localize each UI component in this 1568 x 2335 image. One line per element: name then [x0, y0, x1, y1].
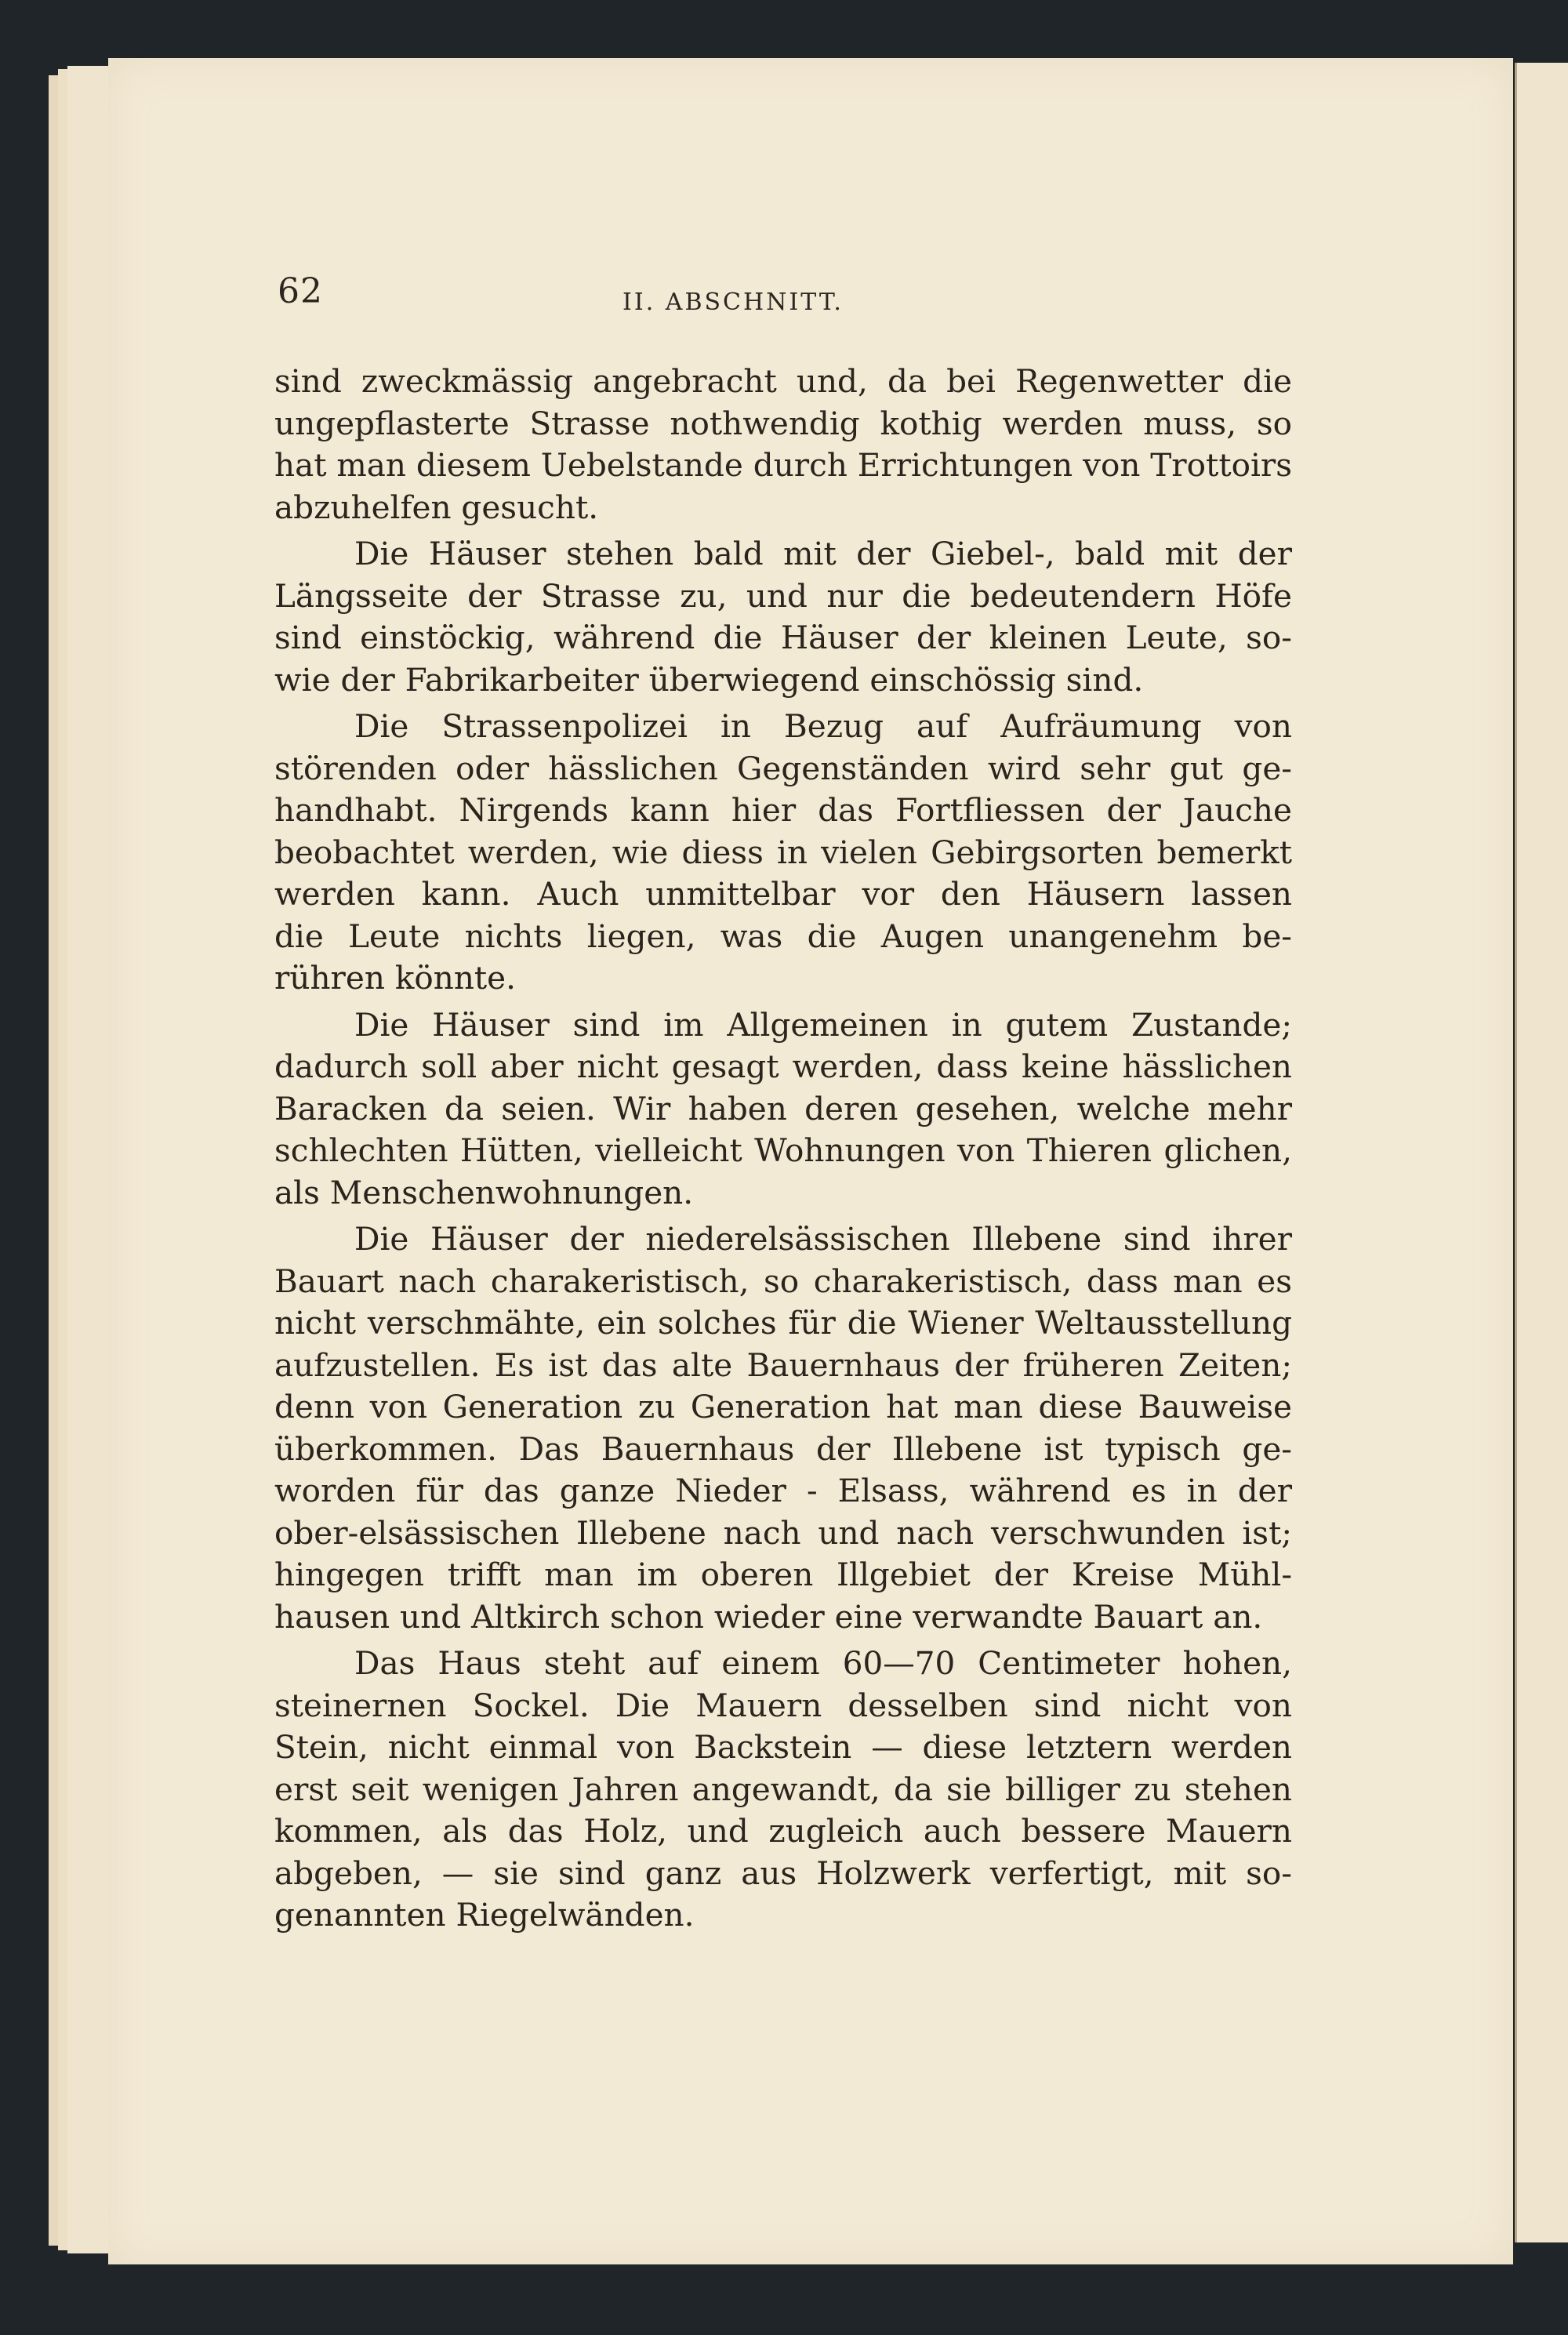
text-line: Die Strassenpolizei in Bezug auf Aufräumung von — [354, 707, 1292, 745]
body-text — [274, 361, 1292, 1941]
text-line: Längsseite der Strasse zu, und nur die bedeutendern Höfe — [274, 576, 1292, 615]
next-page-edge — [1515, 63, 1568, 2242]
text-line: erst seit wenigen Jahren angewandt, da sie billiger zu stehen — [274, 1770, 1292, 1808]
running-head: II. ABSCHNITT. — [622, 289, 844, 316]
text-line: störenden oder hässlichen Gegenständen wird sehr gut ge- — [274, 749, 1292, 787]
text-line: sind einstöckig, während die Häuser der kleinen Leute, so- — [274, 619, 1292, 656]
text-line: genannten Riegelwänden. — [274, 1896, 695, 1934]
text-line: Die Häuser stehen bald mit der Giebel-, bald mit der — [354, 535, 1292, 572]
text-line: denn von Generation zu Generation hat man diese Bauweise — [274, 1388, 1292, 1425]
text-line: ungepflasterte Strasse nothwendig kothig werden muss, so — [274, 404, 1292, 442]
text-line: als Menschenwohnungen. — [274, 1173, 694, 1211]
text-line: Die Häuser sind im Allgemeinen in gutem Zustande; — [354, 1005, 1292, 1044]
text-line: rühren könnte. — [274, 959, 517, 997]
text-line: handhabt. Nirgends kann hier das Fortfliessen der Jauche — [274, 791, 1292, 829]
text-line: hat man diesem Uebelstande durch Errichtungen von Trottoirs — [274, 446, 1293, 484]
text-line: Baracken da seien. Wir haben deren gesehen, welche mehr — [274, 1089, 1292, 1128]
text-line: abgeben, — sie sind ganz aus Holzwerk verfertigt, mit so- — [274, 1854, 1292, 1892]
text-line: nicht verschmähte, ein solches für die Wiener Weltausstellung — [274, 1304, 1292, 1342]
page-header — [278, 227, 983, 321]
text-line: sind zweckmässig angebracht und, da bei Regenwetter die — [274, 362, 1292, 400]
text-line: Stein, nicht einmal von Backstein — diese letztern werden — [274, 1728, 1292, 1766]
text-line: ober-elsässischen Illebene nach und nach verschwunden ist; — [274, 1513, 1292, 1552]
text-line: werden kann. Auch unmittelbar vor den Häusern lassen — [274, 875, 1292, 913]
text-line: kommen, als das Holz, und zugleich auch bessere Mauern — [274, 1812, 1292, 1850]
text-line: hingegen trifft man im oberen Illgebiet der Kreise Mühl- — [274, 1556, 1292, 1593]
paragraph — [274, 1218, 1292, 1638]
text-line: beobachtet werden, wie diess in vielen Gebirgsorten bemerkt — [274, 833, 1292, 871]
text-line: steinernen Sockel. Die Mauern desselben sind nicht von — [274, 1686, 1292, 1724]
page-number: 62 — [278, 271, 323, 311]
paragraph — [274, 1004, 1292, 1215]
text-line: Die Häuser der niederelsässischen Illebene sind ihrer — [354, 1220, 1292, 1258]
text-line: Das Haus steht auf einem 60—70 Centimeter hohen, — [354, 1644, 1292, 1682]
text-line: dadurch soll aber nicht gesagt werden, dass keine hässlichen — [274, 1048, 1292, 1085]
text-line: hausen und Altkirch schon wieder eine verwandte Bauart an. — [274, 1597, 1263, 1636]
text-line: Bauart nach charakeristisch, so charakeristisch, dass man es — [274, 1262, 1292, 1300]
text-line: aufzustellen. Es ist das alte Bauernhaus der früheren Zeiten; — [274, 1345, 1292, 1384]
text-line: abzuhelfen gesucht. — [274, 488, 599, 526]
paragraph — [274, 361, 1292, 528]
paragraph — [274, 1643, 1292, 1937]
text-line: worden für das ganze Nieder - Elsass, während es in der — [274, 1472, 1292, 1509]
text-line: die Leute nichts liegen, was die Augen unangenehm be- — [274, 917, 1292, 955]
text-line: überkommen. Das Bauernhaus der Illebene ist typisch ge- — [274, 1429, 1292, 1468]
paragraph — [274, 706, 1292, 1000]
paragraph — [274, 533, 1292, 701]
text-line: wie der Fabrikarbeiter überwiegend einschössig sind. — [274, 660, 1144, 699]
text-line: schlechten Hütten, vielleicht Wohnungen von Thieren glichen, — [274, 1131, 1292, 1169]
